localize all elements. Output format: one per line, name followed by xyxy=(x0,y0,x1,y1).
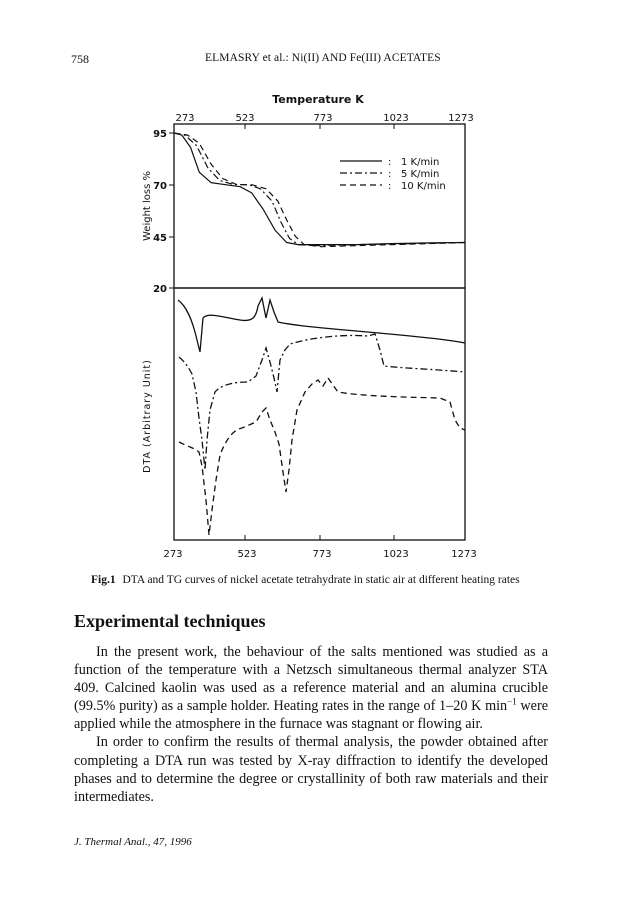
top-tick-label: 1023 xyxy=(383,113,409,124)
svg-text::: : xyxy=(388,181,392,192)
paragraph-2: In order to confirm the results of thermal analysis, the powder obtained after completing a DTA run was tested by X-ray diffraction to identify the developed phases and to determine the degree or crystallinity of both raw materials and their intermediates. xyxy=(74,734,548,805)
tg-ytick-label: 70 xyxy=(153,181,167,192)
top-tick-label: 523 xyxy=(235,113,255,124)
dta-plot-frame xyxy=(174,288,465,540)
dta-curve-10k xyxy=(179,378,465,535)
top-tick-label: 773 xyxy=(313,113,333,124)
svg-text::: : xyxy=(388,169,392,180)
bottom-tick-label: 773 xyxy=(312,549,332,560)
legend-label: 5 K/min xyxy=(401,169,440,180)
dta-ylabel: DTA (Arbitrary Unit) xyxy=(142,359,153,473)
legend-label: 10 K/min xyxy=(401,181,446,192)
figure-caption-text: DTA and TG curves of nickel acetate tetrahydrate in static air at different heating rates xyxy=(122,574,520,586)
section-heading: Experimental techniques xyxy=(74,611,266,631)
tg-ytick-label: 95 xyxy=(153,129,167,140)
paragraph-1 xyxy=(74,643,548,733)
dta-curves xyxy=(178,298,465,535)
bottom-tick-label: 1273 xyxy=(451,549,477,560)
bottom-tick-label: 523 xyxy=(237,549,257,560)
top-tick-label: 1273 xyxy=(448,113,474,124)
top-axis-title: Temperature K xyxy=(272,93,364,106)
page-number: 758 xyxy=(71,52,89,66)
legend-label: 1 K/min xyxy=(401,157,440,168)
bottom-tick-label: 273 xyxy=(163,549,183,560)
tg-ylabel: Weight loss % xyxy=(142,170,153,242)
tg-ytick-label: 20 xyxy=(153,284,167,295)
tg-plot-frame xyxy=(174,124,465,288)
top-axis-tick-labels xyxy=(175,113,473,124)
paragraph-1-part-b: were applied while the atmosphere in the furnace was stagnant or flowing air. xyxy=(74,698,548,733)
figure-caption xyxy=(91,574,520,586)
svg-text::: : xyxy=(388,157,392,168)
running-title: ELMASRY et al.: Ni(II) AND Fe(III) ACETATES xyxy=(205,52,441,64)
body-text xyxy=(74,643,548,806)
paragraph-1-part-a: In the present work, the behaviour of the salts mentioned was studied as a function of the temperature with a Netzsch simultaneous thermal analyzer STA 409. Calcined kaolin was used as a reference material and an alumina crucible (99.5% purity) as a sample holder. Heating rates in the range of 1–20 K min xyxy=(74,644,548,715)
tg-ytick-label: 45 xyxy=(153,233,167,244)
journal-footer: J. Thermal Anal., 47, 1996 xyxy=(74,836,192,848)
bottom-tick-label: 1023 xyxy=(383,549,409,560)
superscript: −1 xyxy=(507,696,517,707)
legend xyxy=(340,157,446,192)
figure-caption-label: Fig.1 xyxy=(91,574,116,586)
dta-curve-1k xyxy=(178,298,465,352)
top-tick-label: 273 xyxy=(175,113,195,124)
